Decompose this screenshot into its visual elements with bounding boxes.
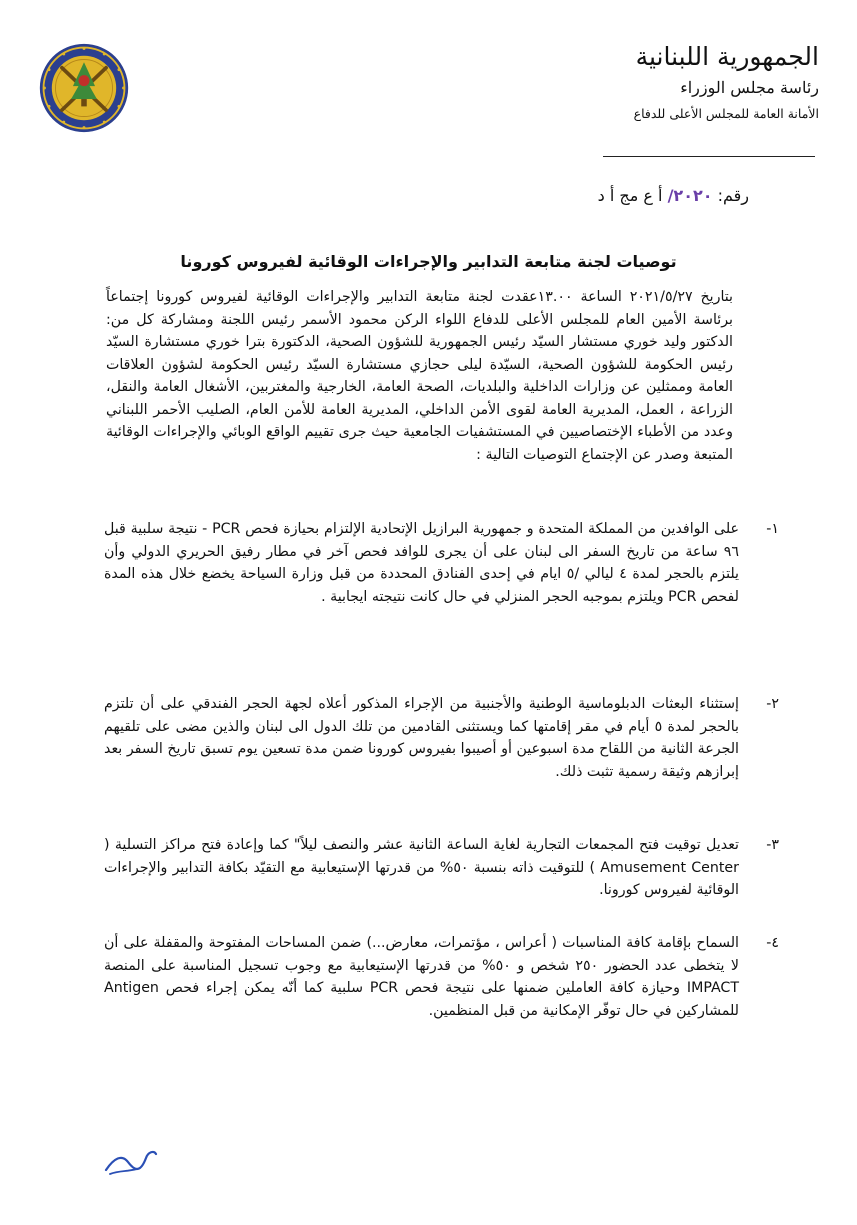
recommendation-number: ١- [766, 521, 779, 537]
recommendation-number: ٢- [766, 696, 779, 712]
document-title: توصيات لجنة متابعة التدابير والإجراءات الوقائية لفيروس كورونا [180, 252, 677, 271]
recommendation-text: السماح بإقامة كافة المناسبات ( أعراس ، مؤتمرات، معارض...) ضمن المساحات المفتوحة والمقفلة على أن لا يتخطى عدد الحضور ٢٥٠ شخص و ٥٠% من قدرتها الإستيعابية مع وجوب تسجيل المناسبة على المنصة IMPACT وحيازة كافة العاملين ضمنها على نتيجة فحص PCR سلبية كما أنّه يمكن إجراء فحص Antigen للمشاركين في حال توفّر الإمكانية من قبل المنظمين. [104, 935, 739, 1019]
intro-paragraph: بتاريخ ٢٠٢١/٥/٢٧ الساعة ١٣.٠٠عقدت لجنة متابعة التدابير والإجراءات الوقائية لفيروس كورونا إجتماعاً برئاسة الأمين العام للمجلس الأعلى للدفاع اللواء الركن محمود الأسمر رئيس اللجنة ومشاركة كل من: الدكتور وليد خوري مستشار السيّد رئيس الجمهورية للشؤون الصحية، الدكتورة بترا خوري مستشارة السيّد رئيس الحكومة للشؤون الصحية، السيّدة ليلى حجازي مستشارة السيّد رئيس الحكومة لشؤون العلاقات العامة وممثلين عن وزارات الداخلية والبلديات، الصحة العامة، الخارجية والمغتربين، الأشغال العامة والنقل، الزراعة ، العمل، المديرية العامة لقوى الأمن الداخلي، المديرية العامة للأمن العام، الصليب الأحمر اللبناني وعدد من الأطباء الإختصاصيين في المستشفيات الجامعية حيث جرى تقييم الواقع الوبائي والإجراءات الوقائية المتبعة وصدر عن الإجتماع التوصيات التالية : [106, 289, 733, 463]
recommendation-text: إستثناء البعثات الدبلوماسية الوطنية والأجنبية من الإجراء المذكور أعلاه لجهة الحجر الفندقي على أن تلتزم بالحجر لمدة ٥ أيام في مقر إقامتها كما ويستثنى القادمين من تلك الدول الى لبنان والذين مضى على تلقيهم الجرعة الثانية من اللقاح مدة اسبوعين أو أصيبوا بفيروس كورونا ضمن مدة تسعين يوم تسبق تاريخ السفر بعد إبرازهم وثيقة رسمية تثبت ذلك. [104, 696, 739, 780]
supreme-defense-council-seal-icon [38, 42, 130, 134]
recommendation-item [104, 693, 779, 783]
reference-value: ٢٠٢٠/ [667, 186, 713, 205]
reference-suffix: أ ع مج أ د [597, 186, 663, 205]
recommendation-number: ٤- [766, 935, 779, 951]
recommendation-item [104, 834, 779, 902]
letterhead-republic: الجمهورية اللبنانية [635, 42, 819, 71]
reference-label: رقم: [717, 186, 749, 205]
letterhead-divider [603, 156, 815, 157]
letterhead-secretariat: الأمانة العامة للمجلس الأعلى للدفاع [633, 106, 819, 121]
reference-number [598, 186, 749, 205]
recommendation-text: على الوافدين من المملكة المتحدة و جمهورية البرازيل الإتحادية الإلتزام بحيازة فحص PCR - نتيجة سلبية قبل ٩٦ ساعة من تاريخ السفر الى لبنان على أن يجرى للوافد فحص آخر في مطار رفيق الحريري الدولي وأن يلتزم بالحجر لمدة ٤ ليالي /٥ ايام في إحدى الفنادق المحددة من قبل وزارة السياحة يخضع خلال هذه المدة لفحص PCR ويلتزم بموجبه الحجر المنزلي في حال كانت نتيجته ايجابية . [104, 521, 739, 605]
recommendation-number: ٣- [766, 837, 779, 853]
signature-icon [100, 1140, 160, 1180]
letterhead [499, 40, 819, 124]
letterhead-presidency: رئاسة مجلس الوزراء [680, 78, 819, 97]
recommendation-text: تعديل توقيت فتح المجمعات التجارية لغاية الساعة الثانية عشر والنصف ليلاً" كما وإعادة فتح مراكز التسلية ( Amusement Center ) للتوقيت ذاته بنسبة ٥٠% من قدرتها الإستيعابية مع التقيّد بكافة التدابير والإجراءات الوقائية لفيروس كورونا. [104, 837, 739, 898]
recommendation-item [104, 932, 779, 1022]
recommendation-item [104, 518, 779, 608]
